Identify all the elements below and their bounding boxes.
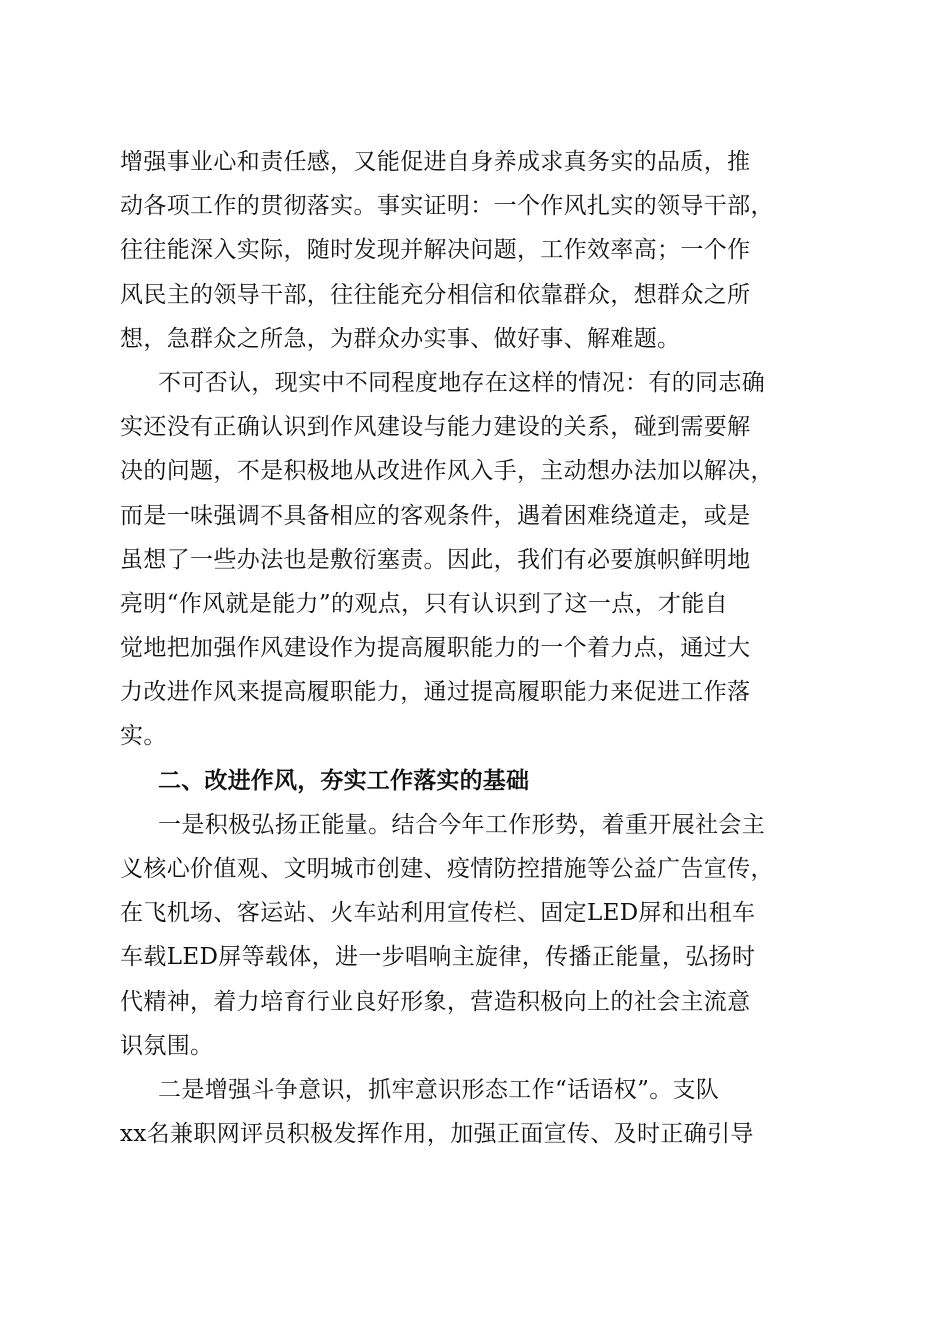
text-line: 在飞机场、客运站、火车站利用宣传栏、固定LED屏和出租车 — [120, 900, 756, 927]
text-line: 风民主的领导干部，往往能充分相信和依靠群众，想群众之所 — [120, 281, 751, 308]
text-line: 觉地把加强作风建设作为提高履职能力的一个着力点，通过大 — [120, 635, 751, 662]
text-line: 决的问题，不是积极地从改进作风入手，主动想办法加以解决， — [120, 458, 774, 485]
document-body — [120, 140, 835, 1156]
paragraph-first-line: 一是积极弘扬正能量。结合今年工作形势，着重开展社会主 — [158, 811, 766, 838]
text-line: 动各项工作的贯彻落实。事实证明：一个作风扎实的领导干部， — [120, 193, 774, 220]
text-line: xx名兼职网评员积极发挥作用，加强正面宣传、及时正确引导 — [120, 1121, 754, 1148]
text-line: 实还没有正确认识到作风建设与能力建设的关系，碰到需要解 — [120, 414, 751, 441]
paragraph-first-line: 不可否认，现实中不同程度地存在这样的情况：有的同志确 — [158, 369, 766, 396]
text-line: 亮明“作风就是能力”的观点，只有认识到了这一点，才能自 — [120, 590, 728, 617]
text-line: 实。 — [120, 723, 167, 750]
text-line: 车载LED屏等载体，进一步唱响主旋律，传播正能量，弘扬时 — [120, 944, 756, 971]
text-line: 增强事业心和责任感，又能促进自身养成求真务实的品质，推 — [120, 149, 751, 175]
text-line: 识氛围。 — [120, 1032, 214, 1059]
text-line: 想，急群众之所急，为群众办实事、做好事、解难题。 — [120, 325, 681, 352]
text-line: 力改进作风来提高履职能力，通过提高履职能力来促进工作落 — [120, 679, 751, 706]
section-heading: 二、改进作风，夯实工作落实的基础 — [158, 767, 530, 794]
text-line: 义核心价值观、文明城市创建、疫情防控措施等公益广告宣传， — [120, 856, 774, 882]
text-line: 代精神，着力培育行业良好形象，营造积极向上的社会主流意 — [120, 988, 751, 1015]
text-line: 而是一味强调不具备相应的客观条件，遇着困难绕道走，或是 — [120, 502, 751, 529]
text-line: 虽想了一些办法也是敷衍塞责。因此，我们有必要旗帜鲜明地 — [120, 546, 751, 573]
paragraph-first-line: 二是增强斗争意识，抓牢意识形态工作“话语权”。支队 — [158, 1076, 720, 1103]
text-line: 往往能深入实际，随时发现并解决问题，工作效率高；一个作 — [120, 237, 751, 264]
